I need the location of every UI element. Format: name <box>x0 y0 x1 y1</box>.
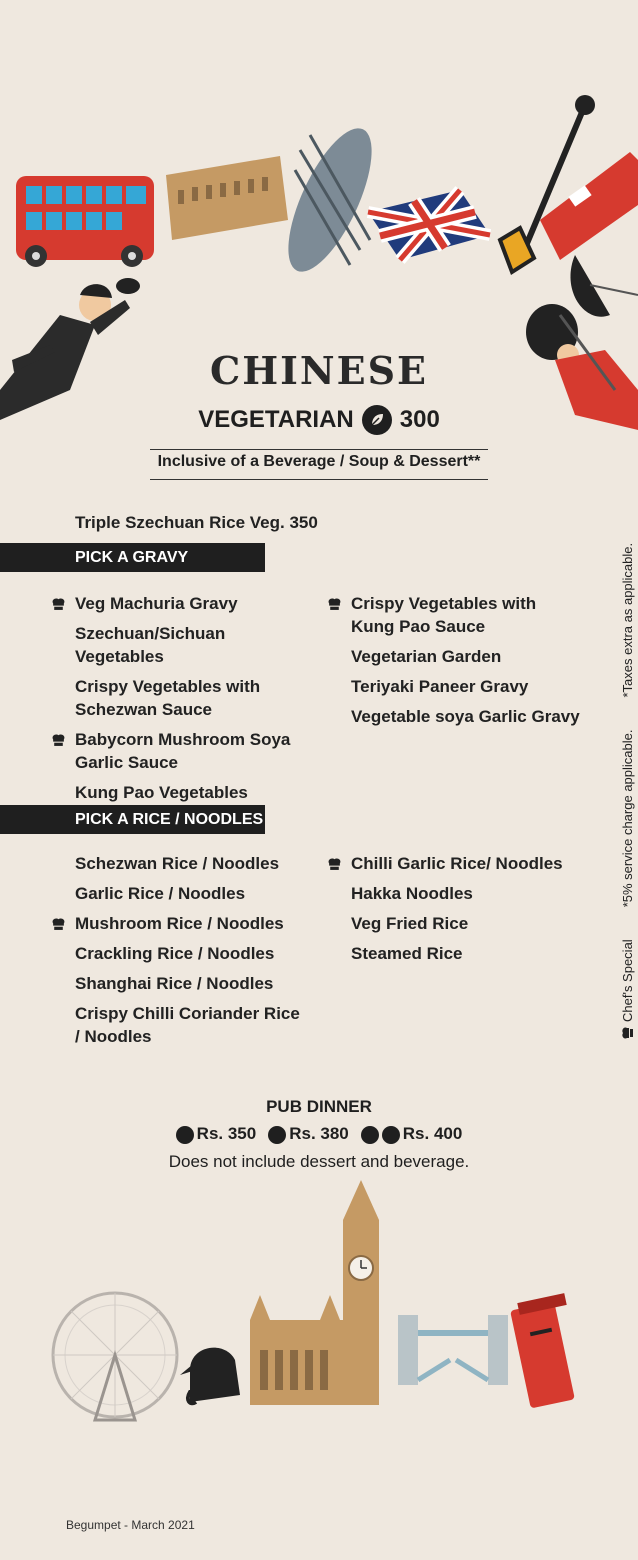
menu-item <box>351 592 581 638</box>
london-illustrations-top <box>0 90 638 450</box>
menu-item-label: Veg Machuria Gravy <box>75 594 238 613</box>
menu-item-label: Shanghai Rice / Noodles <box>75 974 274 993</box>
menu-item-label: Crackling Rice / Noodles <box>75 944 275 963</box>
subtitle-label: VEGETARIAN <box>198 406 354 433</box>
gherkin-tower-icon <box>272 117 389 282</box>
red-telephone-booth-icon <box>540 152 638 260</box>
divider-top <box>150 449 488 450</box>
big-ben-icon <box>343 1180 379 1405</box>
menu-item <box>75 675 305 721</box>
chef-special-icon <box>51 914 66 937</box>
menu-item-label: Steamed Rice <box>351 944 463 963</box>
pub-dinner-note: Does not include dessert and beverage. <box>168 1152 470 1171</box>
divider-bottom <box>150 479 488 480</box>
menu-item-label: Vegetable soya Garlic Gravy <box>351 707 580 726</box>
menu-item-label: Veg Fried Rice <box>351 914 469 933</box>
menu-item <box>351 675 581 698</box>
rice-list-left <box>75 852 305 1055</box>
veg-icon <box>176 1126 194 1144</box>
menu-item <box>351 645 581 668</box>
subtitle-price: 300 <box>399 406 440 433</box>
menu-item <box>75 781 305 804</box>
menu-item-label: Garlic Rice / Noodles <box>75 884 246 903</box>
menu-item-label: Crispy Vegetables with Kung Pao Sauce <box>351 594 537 636</box>
gravy-list-right <box>351 592 581 735</box>
menu-item <box>351 882 581 905</box>
chef-special-icon <box>327 854 342 877</box>
pub-price-meat-fish <box>361 1124 463 1144</box>
menu-item-label: Mushroom Rice / Noodles <box>75 914 284 933</box>
fish-icon <box>382 1126 400 1144</box>
chef-special-icon <box>51 730 66 753</box>
section-heading-rice <box>0 805 265 834</box>
menu-item <box>351 852 581 875</box>
featured-item: Triple Szechuan Rice Veg. 350 <box>75 513 318 532</box>
gravy-list-left <box>75 592 305 811</box>
menu-item-label: Teriyaki Paneer Gravy <box>351 677 529 696</box>
side-notes <box>616 542 638 1040</box>
menu-item <box>351 942 581 965</box>
tower-bridge-icon <box>398 1315 508 1385</box>
pub-price-veg-label: Rs. 350 <box>196 1124 257 1143</box>
chefs-special-label: Chef's Special <box>619 939 635 1022</box>
menu-item <box>75 972 305 995</box>
menu-item <box>75 912 305 935</box>
pub-price-chicken-label: Rs. 380 <box>289 1124 349 1143</box>
pub-price-chicken <box>268 1124 349 1144</box>
chef-hat-icon <box>620 1026 634 1040</box>
chef-special-icon <box>327 594 342 617</box>
menu-item-label: Vegetarian Garden <box>351 647 502 666</box>
menu-item-label: Kung Pao Vegetables <box>75 783 248 802</box>
inclusive-note: Inclusive of a Beverage / Soup & Dessert** <box>157 453 481 470</box>
street-lamp-icon <box>500 95 595 272</box>
menu-item <box>75 622 305 668</box>
mutton-icon <box>361 1126 379 1144</box>
veg-leaf-icon <box>362 405 392 435</box>
pub-dinner-title: PUB DINNER <box>266 1097 372 1116</box>
menu-item-label: Babycorn Mushroom Soya Garlic Sauce <box>75 730 291 772</box>
post-box-icon <box>510 1293 575 1408</box>
footer-location-date: Begumpet - March 2021 <box>66 1518 195 1532</box>
menu-item <box>351 705 581 728</box>
menu-item-label: Crispy Chilli Coriander Rice / Noodles <box>75 1004 300 1046</box>
service-charge-note: *5% service charge applicable. <box>619 729 635 908</box>
chefs-special-note <box>620 939 635 1040</box>
page-title: CHINESE <box>209 348 429 393</box>
union-jack-flag-icon <box>368 190 490 260</box>
menu-item <box>75 882 305 905</box>
menu-item-label: Schezwan Rice / Noodles <box>75 854 280 873</box>
menu-item-label: Chilli Garlic Rice/ Noodles <box>351 854 563 873</box>
sherlock-silhouette-icon <box>180 1348 240 1404</box>
section-heading-gravy-label: PICK A GRAVY <box>75 548 189 566</box>
pub-dinner-prices <box>0 1124 638 1144</box>
section-heading-gravy <box>0 543 265 572</box>
menu-item-label: Szechuan/Sichuan Vegetables <box>75 624 226 666</box>
london-skyline-illustration <box>40 1180 600 1430</box>
pub-price-veg <box>176 1124 257 1144</box>
menu-item <box>75 852 305 875</box>
menu-item <box>75 1002 305 1048</box>
umbrella-icon <box>570 255 638 317</box>
taxes-note: *Taxes extra as applicable. <box>619 542 635 698</box>
menu-item-label: Crispy Vegetables with Schezwan Sauce <box>75 677 261 719</box>
parliament-building-icon <box>166 156 288 240</box>
section-heading-rice-label: PICK A RICE / NOODLES <box>75 810 264 828</box>
pub-price-meat-fish-label: Rs. 400 <box>402 1124 463 1143</box>
rice-list-right <box>351 852 581 972</box>
menu-item <box>75 942 305 965</box>
menu-item <box>351 912 581 935</box>
london-eye-icon <box>53 1293 177 1420</box>
chicken-icon <box>268 1126 286 1144</box>
menu-item-label: Hakka Noodles <box>351 884 473 903</box>
menu-item <box>75 728 305 774</box>
parliament-icon <box>250 1295 345 1405</box>
menu-subtitle <box>0 405 638 435</box>
chef-special-icon <box>51 594 66 617</box>
red-bus-icon <box>16 176 154 267</box>
menu-item <box>75 592 305 615</box>
